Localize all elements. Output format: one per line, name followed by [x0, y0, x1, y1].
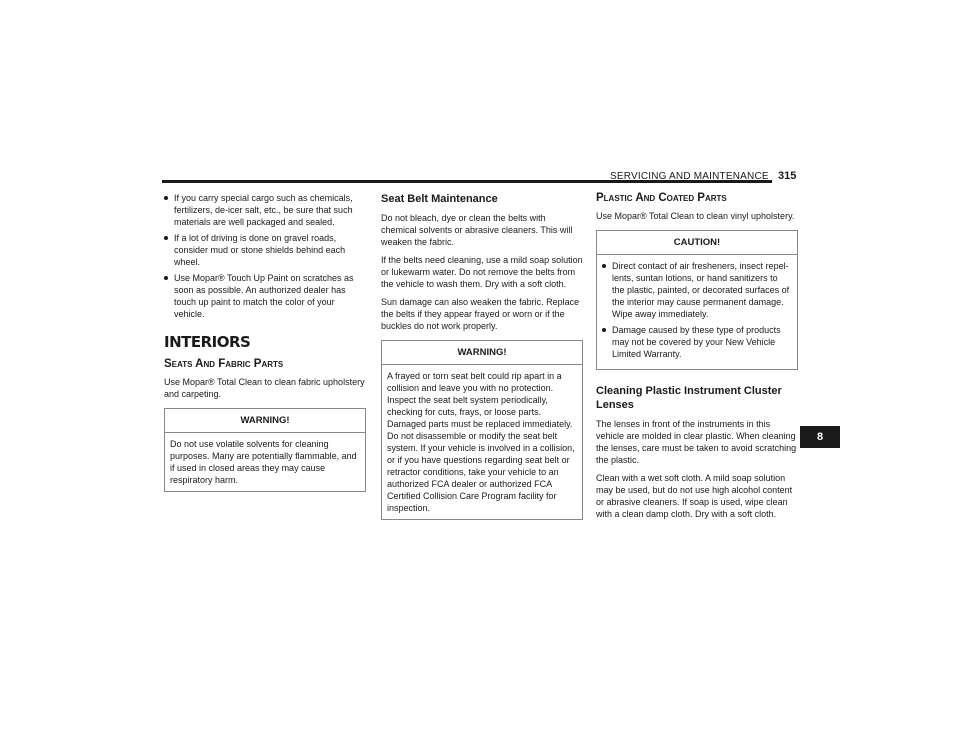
bullet-icon — [164, 236, 168, 240]
paragraph: If the belts need cleaning, use a mild soap solution or lukewarm water. Do not remove the belts from the vehicle to wash them. Dry with a soft cloth. — [381, 255, 583, 289]
paragraph: Sun damage can also weaken the fabric. Replace the belts if they appear frayed or worn or if the buckles do not work properly. — [381, 297, 580, 331]
list-item: If you carry special cargo such as chemicals, fertilizers, de-icer salt, etc., be sure that such materials are well packaged and sealed. — [164, 192, 366, 228]
caution-body — [597, 255, 797, 369]
subhead-instrument-lenses: Cleaning Plastic Instrument Cluster Lenses — [596, 385, 782, 411]
warning-title: WARNING! — [165, 409, 365, 433]
subhead-seats-fabric: Seats And Fabric Parts — [164, 358, 284, 370]
caution-title: CAUTION! — [597, 231, 797, 255]
page-number: 315 — [778, 170, 797, 182]
caution-box — [596, 230, 798, 370]
list-item: Direct contact of air fresheners, insect repellents, suntan lotions, or hand sanitizers to the plastic, painted, or decorated surfaces of the interior may cause permanent damage. Wipe away immediately. — [602, 260, 792, 320]
paragraph: The lenses in front of the instruments in this vehicle are molded in clear plastic. When cleaning the lenses, care must be taken to avoid scratching the plastic. — [596, 419, 797, 465]
list-item: Damage caused by these type of products may not be covered by your New Vehicle Limited Warranty. — [602, 324, 792, 360]
list-item: If a lot of driving is done on gravel roads, consider mud or stone shields behind each wheel. — [164, 232, 366, 268]
bullet-icon — [164, 196, 168, 200]
paragraph: Do not bleach, dye or clean the belts with chemical solvents or abrasive cleaners. This will weaken the fabric. — [381, 213, 573, 247]
warning-text: A frayed or torn seat belt could rip apart in a collision and leave you with no protection. Inspect the seat belt system periodically, checking for cuts, frays, or loose parts. Damaged parts must be replaced immediately. Do not disassemble or modify the seat belt system. If your vehicle is involved in a collision, or if you have questions regarding seat belt or retractor conditions, take your vehicle to an authorized FCA dealer or authorized FCA Certified Collision Care Program facility for inspection. — [387, 371, 575, 513]
warning-title: WARNING! — [382, 341, 582, 365]
paragraph: Use Mopar® Total Clean to clean fabric upholstery and carpeting. — [164, 377, 365, 399]
bullet-icon — [602, 328, 606, 332]
chapter-tab: 8 — [800, 426, 840, 448]
section-title-interiors: INTERIORS — [164, 333, 251, 351]
warning-text: Do not use volatile solvents for cleaning purposes. Many are potentially flammable, and if used in closed areas they may cause respiratory harm. — [170, 439, 357, 485]
column-1 — [164, 192, 366, 492]
column-2 — [381, 192, 583, 520]
subhead-seat-belt: Seat Belt Maintenance — [381, 193, 498, 205]
warning-box — [381, 340, 583, 520]
list-item: Use Mopar® Touch Up Paint on scratches as soon as possible. An authorized dealer has touch up paint to match the color of your vehicle. — [164, 272, 366, 320]
bullet-icon — [164, 276, 168, 280]
bullet-icon — [602, 264, 606, 268]
column-3 — [596, 192, 798, 526]
paragraph: Clean with a wet soft cloth. A mild soap solution may be used, but do not use high alcohol content or abrasive cleaners. If soap is used, wipe clean with a clean damp cloth. Dry with a soft cloth. — [596, 473, 793, 519]
header-section-title: SERVICING AND MAINTENANCE — [610, 171, 769, 182]
paragraph: Use Mopar® Total Clean to clean vinyl upholstery. — [596, 211, 795, 221]
warning-box — [164, 408, 366, 492]
subhead-plastic-coated: Plastic And Coated Parts — [596, 192, 727, 204]
